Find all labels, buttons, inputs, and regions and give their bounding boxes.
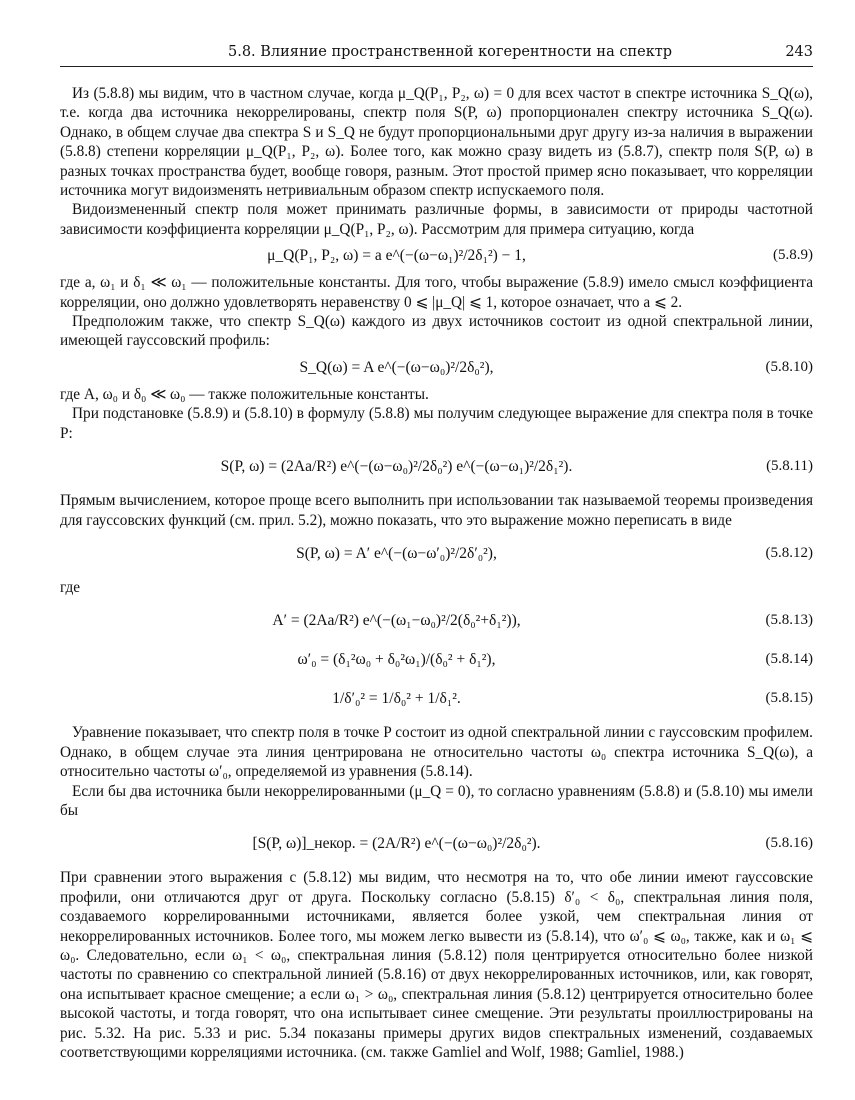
paragraph-11: При сравнении этого выражения с (5.8.12) мы видим, что несмотря на то, что обе линии имеют гауссовские профили, они отличаются друг от друга. Поскольку согласно (5.8.15) δ′₀ < δ₀, спектральная линия поля, создаваемого коррелированными источниками, является более узкой, чем спектральная линия от некоррелированных источников. Более того, мы можем легко вывести из (5.8.14), что ω′₀ ⩽ ω₀, также, как и ω₁ ⩽ ω₀. Следовательно, если ω₁ < ω₀, спектральная линия (5.8.12) поля центрируется относительно более низкой частоты по сравнению со спектральной линией (5.8.16) от двух некоррелированных источников, или, как говорят, она испытывает красное смещение; а если ω₁ > ω₀, спектральная линия (5.8.12) центрируется относительно более высокой частоты, и тогда говорят, что она испытывает синее смещение. Эти результаты проиллюстрированы на рис. 5.32. На рис. 5.33 и рис. 5.34 показаны примеры других видов спектральных изменений, создаваемых соответствующими корреляциями источника. (см. также Gamliel and Wolf, 1988; Gamliel, 1988.): [60, 869, 813, 1061]
paragraph-3: где a, ω₁ и δ₁ ≪ ω₁ — положительные константы. Для того, чтобы выражение (5.8.9) имело смысл коэффициента корреляции, оно должно удовлетворять неравенству 0 ⩽ |μ_Q| ⩽ 1, которое означает, что a ⩽ 2.: [60, 274, 813, 311]
equation-number: (5.8.12): [765, 544, 813, 561]
equation-formula: S_Q(ω) = A e^(−(ω−ω₀)²/2δ₀²),: [299, 358, 494, 376]
equation-formula: [S(P, ω)]_некор. = (2A/R²) e^(−(ω−ω₀)²/2δ₀²).: [252, 835, 541, 853]
equation-number: (5.8.11): [766, 458, 813, 475]
paragraph-1: Из (5.8.8) мы видим, что в частном случае, когда μ_Q(P₁, P₂, ω) = 0 для всех частот в спектре источника S_Q(ω), т.е. когда два источника некоррелированы, спектр поля S(P, ω) пропорционален спектру источника S_Q(ω). Однако, в общем случае два спектра S и S_Q не будут пропорциональными друг другу из-за наличия в выражении (5.8.8) степени корреляции μ_Q(P₁, P₂, ω). Более того, как можно сразу видеть из (5.8.7), спектр поля S(P, ω) в разных точках пространства будет, вообще говоря, разным. Этот простой пример ясно показывает, что корреляции источника могут видоизменять нетривиальным образом спектр испускаемого поля.: [60, 85, 813, 200]
running-title: 5.8. Влияние пространственной когерентности на спектр: [228, 44, 673, 60]
equation-5-8-13: [60, 599, 813, 643]
equation-number: (5.8.9): [773, 247, 813, 264]
paragraph-6: При подстановке (5.8.9) и (5.8.10) в формулу (5.8.8) мы получим следующее выражение для спектра поля в точке P:: [60, 405, 813, 442]
equation-5-8-12: [60, 532, 813, 576]
equation-formula: S(P, ω) = (2Aa/R²) e^(−(ω−ω₀)²/2δ₀²) e^(−(ω−ω₁)²/2δ₁²).: [220, 458, 573, 476]
page-header: [60, 44, 813, 64]
equation-formula: ω′₀ = (δ₁²ω₀ + δ₀²ω₁)/(δ₀² + δ₁²),: [297, 651, 496, 669]
paragraph-10: Если бы два источника были некоррелированными (μ_Q = 0), то согласно уравнениям (5.8.8) и (5.8.10) мы имели бы: [60, 782, 813, 819]
equation-formula: μ_Q(P₁, P₂, ω) = a e^(−(ω−ω₁)²/2δ₁²) − 1,: [267, 247, 526, 265]
equation-5-8-15: [60, 677, 813, 721]
header-rule: [60, 66, 813, 67]
equation-5-8-14: [60, 645, 813, 675]
equation-5-8-10: [60, 353, 813, 383]
equation-formula: 1/δ′₀² = 1/δ₀² + 1/δ₁².: [332, 690, 461, 708]
equation-formula: A′ = (2Aa/R²) e^(−(ω₁−ω₀)²/2(δ₀²+δ₁²)),: [272, 612, 521, 630]
paragraph-8: где: [60, 578, 81, 596]
equation-5-8-16: [60, 822, 813, 866]
equation-number: (5.8.13): [765, 612, 813, 629]
paragraph-2: Видоизмененный спектр поля может принимать различные формы, в зависимости от природы частотной зависимости коэффициента корреляции μ_Q(P₁, P₂, ω). Рассмотрим для примера ситуацию, когда: [60, 201, 813, 238]
paragraph-5: где A, ω₀ и δ₀ ≪ ω₀ — также положительные константы.: [60, 385, 429, 403]
page-number: 243: [785, 44, 813, 60]
equation-number: (5.8.15): [765, 690, 813, 707]
equation-number: (5.8.14): [765, 651, 813, 668]
page-body: [60, 84, 813, 1062]
equation-5-8-11: [60, 445, 813, 489]
equation-number: (5.8.16): [765, 835, 813, 852]
paragraph-4: Предположим также, что спектр S_Q(ω) каждого из двух источников состоит из одной спектральной линии, имеющей гауссовский профиль:: [60, 313, 813, 350]
paragraph-9: Уравнение показывает, что спектр поля в точке P состоит из одной спектральной линии с гауссовским профилем. Однако, в общем случае эта линия центрирована не относительно частоты ω₀ спектра источника S_Q(ω), а относительно частоты ω′₀, определяемой из уравнения (5.8.14).: [60, 724, 813, 781]
equation-formula: S(P, ω) = A′ e^(−(ω−ω′₀)²/2δ′₀²),: [296, 544, 497, 562]
equation-number: (5.8.10): [765, 358, 813, 375]
paragraph-7: Прямым вычислением, которое проще всего выполнить при использовании так называемой теоремы произведения для гауссовских функций (см. прил. 5.2), можно показать, что это выражение можно переписать в виде: [60, 492, 813, 529]
equation-5-8-9: [60, 241, 813, 271]
